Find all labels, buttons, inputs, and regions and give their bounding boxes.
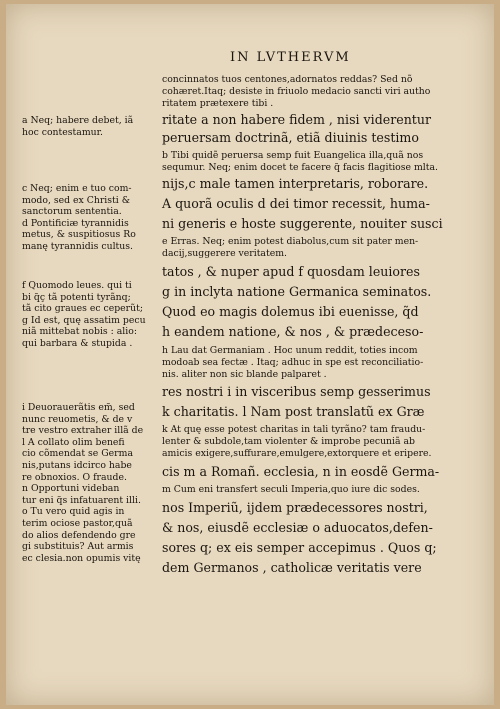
sidenote-cd — [22, 183, 136, 253]
text-line: nijs,c male tamen interpretaris, roborare. — [162, 176, 429, 191]
text-line: & nos, eiusdẽ ecclesiæ o aduocatos,defen- — [162, 520, 433, 535]
sidenote-line: bi q̃ç tã potenti tyrãnq; — [22, 291, 131, 303]
sidenote-line: re obnoxios. O fraude. — [22, 471, 127, 483]
text-line: tatos , & nuper apud f quosdam leuiores — [162, 264, 420, 279]
gloss-line: ritatem prætexere tibi . — [162, 98, 274, 109]
sidenote-line: terim ociose pastor,quã — [22, 517, 133, 529]
gloss-line: dacij,suggerere veritatem. — [162, 248, 287, 259]
gloss-line: sequmur. Neq; enim docet te facere q̃ facis flagitiose mlta. — [162, 162, 439, 173]
text-line: res nostri i in visceribus semp gesserimus — [162, 384, 431, 399]
gloss-line: amicis exigere,suffurare,emulgere,extorquere et eripere. — [162, 448, 432, 459]
sidenote-line: tur eni q̃s infatuarent illi. — [22, 494, 141, 506]
text-line: ritate a non habere fidem , nisi viderentur — [162, 112, 431, 127]
gloss-line: modoab sea fectæ . Itaq; adhuc in spe est reconciliatio- — [162, 357, 424, 368]
gloss-line: nis. aliter non sic blande palparet . — [162, 369, 327, 380]
text-line: h eandem natione, & nos , & prædeceso- — [162, 324, 424, 339]
gloss-line: concinnatos tuos centones,adornatos reddas? Sed nõ — [162, 74, 413, 85]
gloss-line: b Tibi quidẽ peruersa semp fuit Euangelica illa,quã nos — [162, 150, 424, 161]
sidenote-line: niã mittebat nobis : alio: — [22, 326, 137, 338]
sidenote-line: gi substituis? Aut armis — [22, 541, 134, 553]
sidenote-line: ec clesia.non opumis vitę — [22, 552, 141, 564]
text-line: cis m a Romañ. ecclesia, n in eosdẽ Germa- — [162, 464, 440, 479]
sidenote-line: c Neq; enim e tuo com- — [22, 183, 132, 194]
text-line: peruersam doctrinã, etiã diuinis testimo — [162, 130, 419, 145]
text-line: k charitatis. l Nam post translatũ ex Græ — [162, 404, 425, 419]
sidenote-line: i Deuorauerãtis em̃, sed — [22, 402, 135, 413]
gloss-line: h Lau dat Germaniam . Hoc unum reddit, toties incom — [162, 345, 418, 356]
gloss-line: e Erras. Neq; enim potest diabolus,cum sit pater men- — [162, 236, 419, 247]
gloss-line: lenter & subdole,tam violenter & improbe pecuniã ab — [162, 436, 416, 447]
sidenote-line: sanctorum sententia. — [22, 206, 122, 218]
gloss-line: m Cum eni transfert seculi Imperia,quo iure dic sodes. — [162, 484, 420, 495]
sidenote-line: g Id est, quę assatim pecu — [22, 314, 146, 326]
sidenote-line: f Quomodo leues. qui ti — [22, 280, 132, 291]
text-line: g in inclyta natione Germanica seminatos. — [162, 284, 432, 299]
sidenote-line: tã cito graues ec ceperũt; — [22, 303, 143, 315]
sidenote-line: cio cõmendat se Germa — [22, 448, 133, 460]
text-line: A quorã oculis d dei timor recessit, huma- — [162, 196, 430, 211]
sidenote-line: nis,putans idcirco habe — [22, 459, 132, 471]
sidenote-ilno — [22, 402, 143, 564]
sidenote-line: nunc reuometis, & de v — [22, 413, 133, 425]
sidenote-line: l A collato olim benefi — [22, 436, 125, 448]
running-header: IN LVTHERVM — [230, 50, 351, 65]
sidenote-line: hoc contestamur. — [22, 126, 104, 138]
sidenote-line: d Pontificiæ tyrannidis — [22, 217, 129, 229]
text-line: nos Imperiũ, ijdem prædecessores nostri, — [162, 500, 428, 515]
gloss-line: k At quę esse potest charitas in tali tyrãno? tam fraudu- — [162, 424, 426, 435]
text-line: ni generis e hoste suggerente, nouiter susci — [162, 216, 443, 231]
sidenote-line: qui barbara & stupida . — [22, 337, 133, 349]
text-line: Quod eo magis dolemus ibi euenisse, q̃d — [162, 304, 419, 319]
gloss-line: cohæret.Itaq; desiste in friuolo medacio sancti viri autho — [162, 86, 431, 97]
sidenote-line: do alios defendendo gre — [22, 529, 136, 541]
text-line: sores q; ex eis semper accepimus . Quos q; — [162, 540, 437, 555]
sidenote-line: tre vestro extraher illã de — [22, 425, 144, 437]
sidenote-line: manę tyrannidis cultus. — [22, 240, 133, 252]
sidenote-line: metus, & suspitiosus Ro — [22, 229, 136, 241]
sidenote-line: a Neq; habere debet, iã — [22, 115, 134, 126]
text-line: dem Germanos , catholicæ veritatis vere — [162, 560, 422, 575]
sidenote-a — [22, 115, 133, 138]
sidenote-line: o Tu vero quid agis in — [22, 506, 125, 518]
sidenote-line: n Opportuni videban — [22, 483, 120, 495]
sidenote-line: modo, sed ex Christi & — [22, 194, 130, 206]
sidenote-fg — [22, 280, 146, 350]
